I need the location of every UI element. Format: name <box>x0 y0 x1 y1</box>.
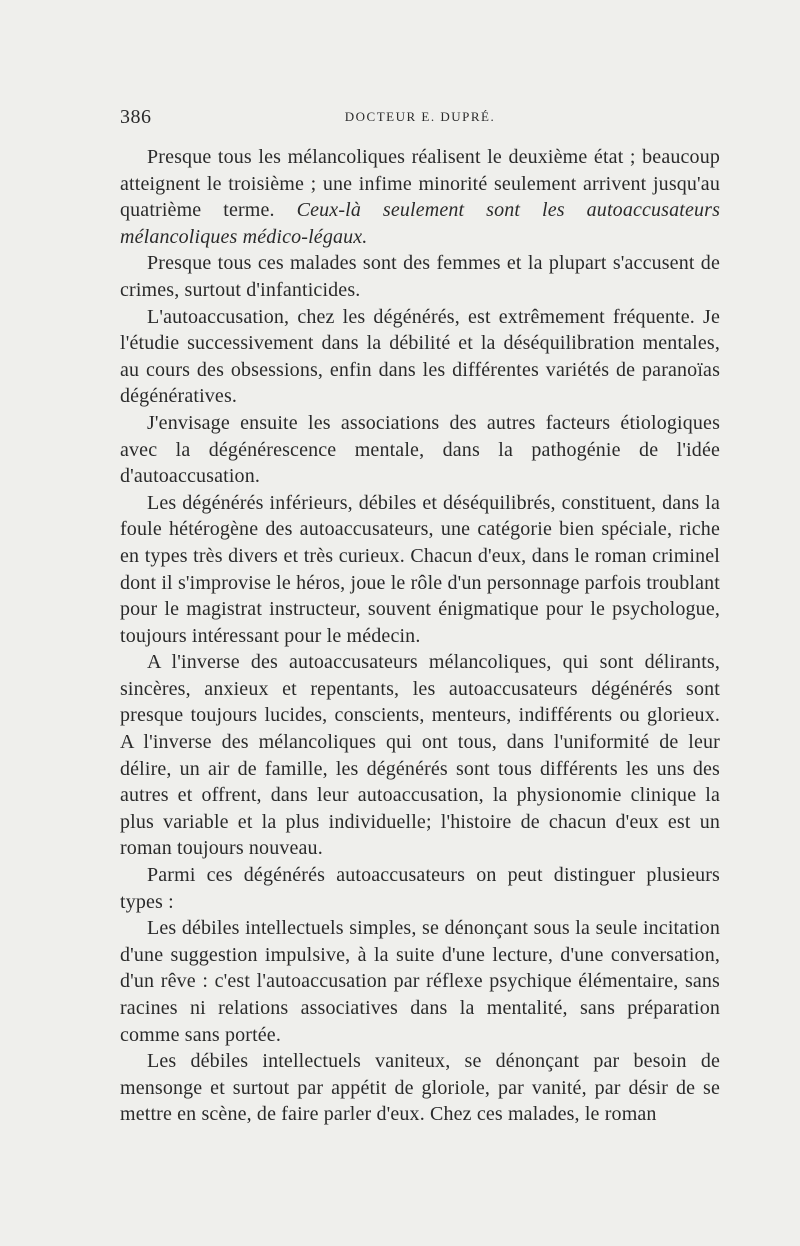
paragraph-6: A l'inverse des autoaccusateurs mélancoliques, qui sont délirants, sincères, anxieux et repentants, les autoaccusateurs dégénérés sont presque toujours lucides, conscients, menteurs, indifférents ou glorieux. A l'inverse des mélancoliques qui ont tous, dans l'uniformité de leur délire, un air de famille, les dégénérés sont tous différents les uns des autres et offrent, dans leur autoaccusation, la physionomie clinique la plus variable et la plus individuelle; l'histoire de chacun d'eux est un roman toujours nouveau. <box>120 651 720 860</box>
page-number: 386 <box>120 106 152 128</box>
paragraph-7: Parmi ces dégénérés autoaccusateurs on peut distinguer plusieurs types : <box>120 864 720 913</box>
body-text <box>120 144 720 1128</box>
paragraph-1-italic: Ceux-là seulement sont les autoaccusateurs mélancoliques médico-légaux. <box>120 199 721 248</box>
paragraph-1 <box>120 144 720 250</box>
paragraph-5: Les dégénérés inférieurs, débiles et déséquilibrés, constituent, dans la foule hétérogène des autoaccusateurs, une catégorie bien spéciale, riche en types très divers et très curieux. Chacun d'eux, dans le roman criminel dont il s'improvise le héros, joue le rôle d'un personnage parfois troublant pour le magistrat instructeur, souvent énigmatique pour le psychologue, toujours intéressant pour le médecin. <box>120 491 720 647</box>
paragraph-8: Les débiles intellectuels simples, se dénonçant sous la seule incitation d'une suggestion impulsive, à la suite d'une lecture, d'une conversation, d'un rêve : c'est l'autoaccusation par réflexe psychique élémentaire, sans racines ni relations associatives dans la mentalité, sans préparation comme sans portée. <box>120 917 720 1046</box>
paragraph-1-text: Presque tous les mélancoliques réalisent le deuxième état ; beaucoup atteignent le troisième ; une infime minorité seulement arrivent jusqu'au quatrième terme. <box>120 146 720 222</box>
page-header <box>120 106 720 134</box>
paragraph-3: L'autoaccusation, chez les dégénérés, est extrêmement fréquente. Je l'étudie successivement dans la débilité et la déséquilibration mentales, au cours des obsessions, enfin dans les différentes variétés de paranoïas dégénératives. <box>120 305 720 408</box>
running-head: DOCTEUR E. DUPRÉ. <box>344 109 496 124</box>
paragraph-4: J'envisage ensuite les associations des autres facteurs étiologiques avec la dégénérescence mentale, dans la pathogénie de l'idée d'autoaccusation. <box>120 411 720 488</box>
paragraph-2: Presque tous ces malades sont des femmes et la plupart s'accusent de crimes, surtout d'infanticides. <box>120 252 720 301</box>
paragraph-9: Les débiles intellectuels vaniteux, se dénonçant par besoin de mensonge et surtout par appétit de gloriole, par vanité, par désir de se mettre en scène, de faire parler d'eux. Chez ces malades, le roman <box>120 1050 720 1126</box>
